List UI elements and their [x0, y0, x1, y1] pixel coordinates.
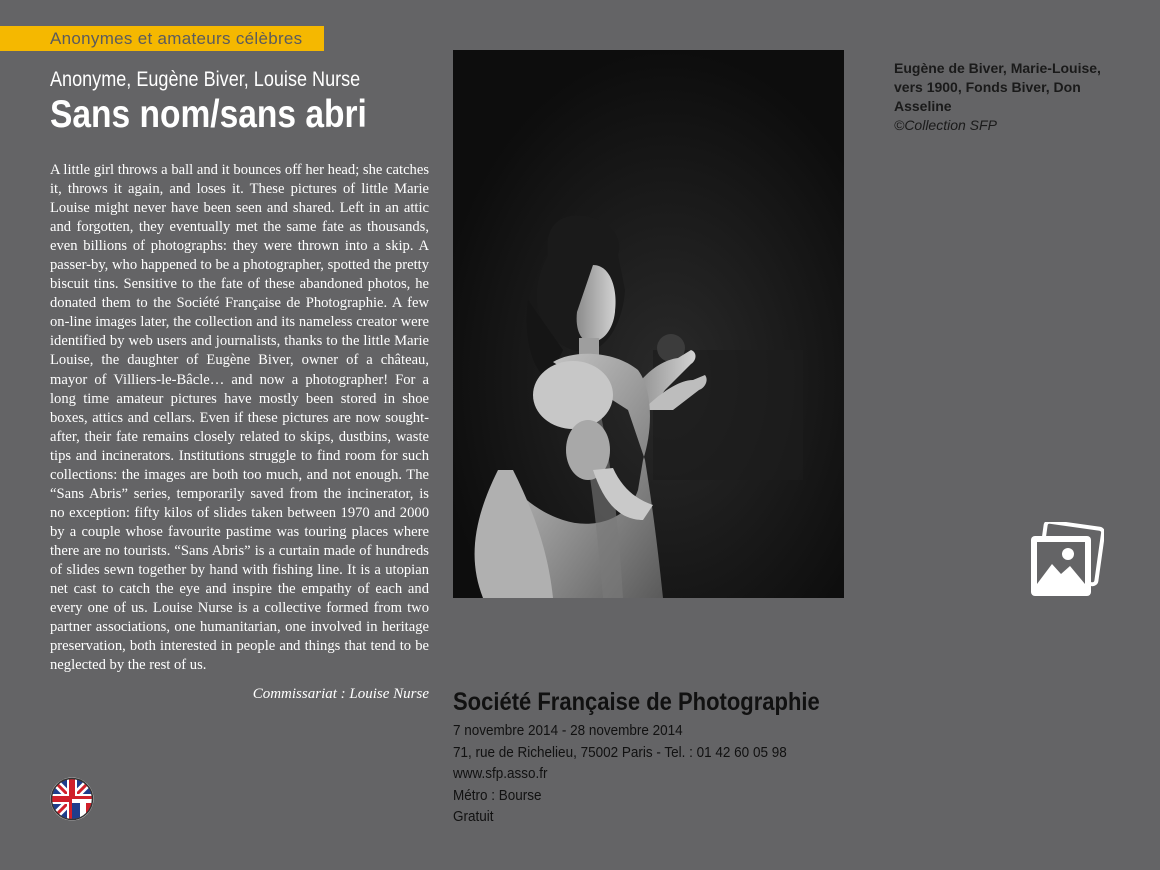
venue-website-link[interactable]: www.sfp.asso.fr [453, 765, 548, 783]
venue-metro: Métro : Bourse [453, 786, 542, 804]
exhibition-dates: 7 novembre 2014 - 28 novembre 2014 [453, 722, 683, 739]
venue-price: Gratuit [453, 808, 494, 826]
category-tag: Anonymes et amateurs célèbres [0, 26, 324, 51]
article-body: A little girl throws a ball and it bounces off her head; she catches it, throws it again, and loses it. These pictures of little Marie Louise might never have been seen and shared. Left in an attic and forgotten, they eventually met the same fate as thousands, even billions of photographs: they were thrown into a skip. A passer-by, who happened to be a photographer, spotted the pretty biscuit tins. Sensitive to the fate of these abandoned photos, he donated them to the Société Française de Photographie. A few on-line images later, the collection and its nameless creator were identified by web users and journalists, thanks to the little Marie Louise, the daughter of Eugène Biver, owner of a château, mayor of Villiers-le-Bâcle… and now a photographer! For a long time amateur pictures have mostly been stored in shoe boxes, attics and cellars. Even if these pictures are now sought-after, their fate remains closely related to skips, dustbins, waste tips and incinerators. Institutions struggle to find room for such collections: the images are both too much, and not enough. The “Sans Abris” series, temporarily saved from the incinerator, is no exception: fifty kilos of slides taken between 1970 and 2000 by a couple whose favourite pastime was touring places where there are no tourists. “Sans Abris” is a curtain made of hundreds of slides sewn together by hand with fishing line. It is a utopian net cast to catch the eye and inspire the empathy of each and every one of us. Louise Nurse is a collective formed from two partner associations, one humanitarian, one involved in heritage preservation, both interested in people and things that tend to be neglected by the rest of us. [50, 162, 429, 674]
photo-gallery-icon[interactable] [1028, 522, 1104, 600]
featured-photo[interactable] [453, 50, 844, 598]
caption-text: Eugène de Biver, Marie-Louise, vers 1900, Fonds Biver, Don Asseline [894, 60, 1101, 114]
venue-info [453, 688, 873, 828]
venue-name: Société Française de Photographie [453, 688, 820, 716]
page-title: Sans nom/sans abri [50, 93, 367, 136]
article-authors: Anonyme, Eugène Biver, Louise Nurse [50, 68, 361, 91]
uk-flag-icon[interactable] [50, 777, 94, 821]
caption-credit: ©Collection SFP [894, 117, 997, 133]
curator-credit: Commissariat : Louise Nurse [252, 686, 429, 702]
photo-image [453, 50, 844, 598]
photo-caption [894, 59, 1114, 135]
venue-address: 71, rue de Richelieu, 75002 Paris - Tel. : 01 42 60 05 98 [453, 743, 787, 761]
